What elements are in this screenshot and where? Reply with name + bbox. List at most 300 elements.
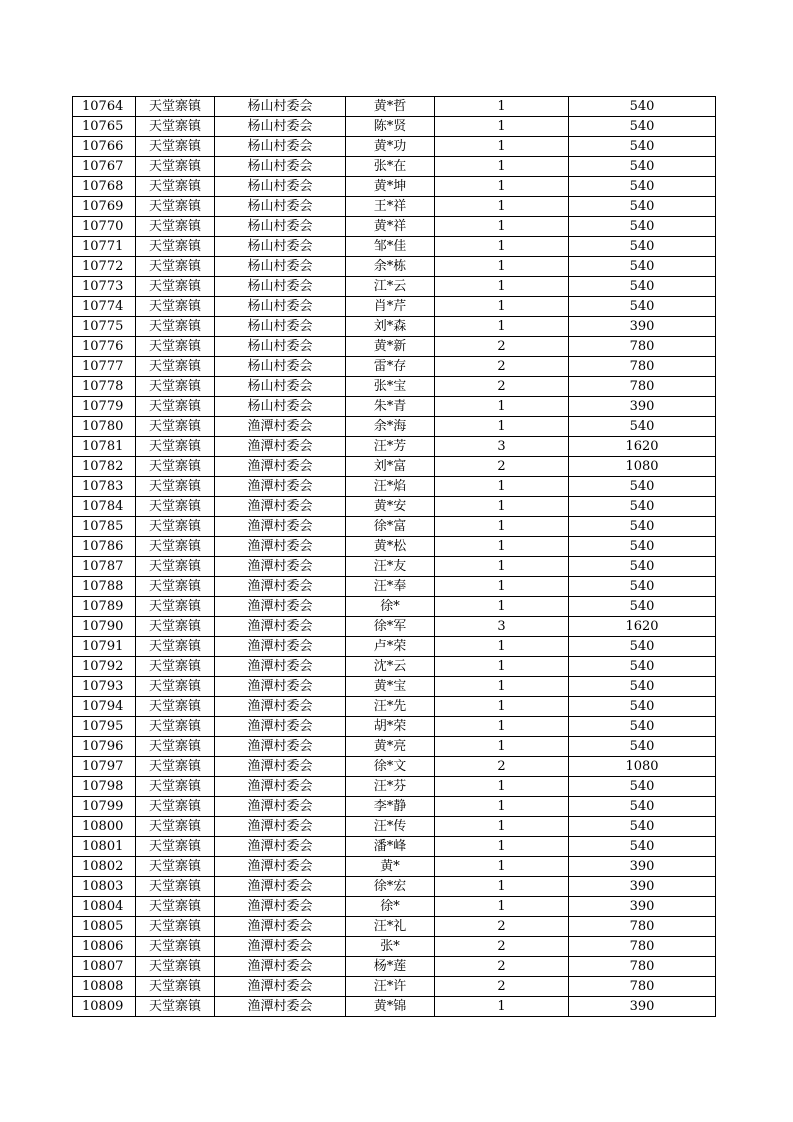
count-cell: 1 <box>435 497 569 517</box>
amount-cell: 540 <box>569 217 716 237</box>
town-cell: 天堂寨镇 <box>136 477 215 497</box>
name-cell: 黄*安 <box>346 497 435 517</box>
table-row <box>73 537 716 557</box>
town-cell: 天堂寨镇 <box>136 937 215 957</box>
town-cell: 天堂寨镇 <box>136 317 215 337</box>
serial-number-cell: 10807 <box>73 957 136 977</box>
name-cell: 黄* <box>346 857 435 877</box>
count-cell: 1 <box>435 397 569 417</box>
serial-number-cell: 10802 <box>73 857 136 877</box>
amount-cell: 540 <box>569 717 716 737</box>
amount-cell: 390 <box>569 397 716 417</box>
count-cell: 1 <box>435 657 569 677</box>
serial-number-cell: 10780 <box>73 417 136 437</box>
town-cell: 天堂寨镇 <box>136 917 215 937</box>
serial-number-cell: 10768 <box>73 177 136 197</box>
town-cell: 天堂寨镇 <box>136 717 215 737</box>
village-committee-cell: 渔潭村委会 <box>215 517 346 537</box>
serial-number-cell: 10782 <box>73 457 136 477</box>
count-cell: 2 <box>435 757 569 777</box>
village-committee-cell: 渔潭村委会 <box>215 957 346 977</box>
serial-number-cell: 10793 <box>73 677 136 697</box>
name-cell: 汪*先 <box>346 697 435 717</box>
amount-cell: 540 <box>569 157 716 177</box>
amount-cell: 1080 <box>569 457 716 477</box>
village-committee-cell: 杨山村委会 <box>215 297 346 317</box>
name-cell: 黄*哲 <box>346 97 435 117</box>
amount-cell: 780 <box>569 937 716 957</box>
name-cell: 朱*青 <box>346 397 435 417</box>
town-cell: 天堂寨镇 <box>136 337 215 357</box>
town-cell: 天堂寨镇 <box>136 517 215 537</box>
serial-number-cell: 10806 <box>73 937 136 957</box>
name-cell: 张* <box>346 937 435 957</box>
name-cell: 汪*焰 <box>346 477 435 497</box>
town-cell: 天堂寨镇 <box>136 277 215 297</box>
name-cell: 邹*佳 <box>346 237 435 257</box>
town-cell: 天堂寨镇 <box>136 217 215 237</box>
town-cell: 天堂寨镇 <box>136 397 215 417</box>
serial-number-cell: 10786 <box>73 537 136 557</box>
table-row <box>73 277 716 297</box>
serial-number-cell: 10778 <box>73 377 136 397</box>
village-committee-cell: 渔潭村委会 <box>215 877 346 897</box>
count-cell: 1 <box>435 677 569 697</box>
town-cell: 天堂寨镇 <box>136 97 215 117</box>
amount-cell: 540 <box>569 537 716 557</box>
table-row <box>73 757 716 777</box>
amount-cell: 390 <box>569 857 716 877</box>
village-committee-cell: 渔潭村委会 <box>215 677 346 697</box>
serial-number-cell: 10792 <box>73 657 136 677</box>
town-cell: 天堂寨镇 <box>136 457 215 477</box>
table-row <box>73 957 716 977</box>
table-row <box>73 737 716 757</box>
village-committee-cell: 杨山村委会 <box>215 117 346 137</box>
village-committee-cell: 渔潭村委会 <box>215 597 346 617</box>
table-row <box>73 637 716 657</box>
count-cell: 3 <box>435 437 569 457</box>
name-cell: 黄*功 <box>346 137 435 157</box>
village-committee-cell: 杨山村委会 <box>215 397 346 417</box>
name-cell: 徐*文 <box>346 757 435 777</box>
village-committee-cell: 渔潭村委会 <box>215 637 346 657</box>
village-committee-cell: 杨山村委会 <box>215 337 346 357</box>
amount-cell: 540 <box>569 817 716 837</box>
town-cell: 天堂寨镇 <box>136 737 215 757</box>
serial-number-cell: 10801 <box>73 837 136 857</box>
name-cell: 刘*森 <box>346 317 435 337</box>
table-row <box>73 337 716 357</box>
amount-cell: 780 <box>569 977 716 997</box>
town-cell: 天堂寨镇 <box>136 497 215 517</box>
name-cell: 汪*友 <box>346 557 435 577</box>
table-row <box>73 197 716 217</box>
count-cell: 1 <box>435 857 569 877</box>
town-cell: 天堂寨镇 <box>136 437 215 457</box>
amount-cell: 540 <box>569 137 716 157</box>
count-cell: 1 <box>435 197 569 217</box>
name-cell: 徐*军 <box>346 617 435 637</box>
village-committee-cell: 渔潭村委会 <box>215 897 346 917</box>
serial-number-cell: 10787 <box>73 557 136 577</box>
town-cell: 天堂寨镇 <box>136 757 215 777</box>
count-cell: 1 <box>435 477 569 497</box>
amount-cell: 780 <box>569 917 716 937</box>
serial-number-cell: 10800 <box>73 817 136 837</box>
amount-cell: 390 <box>569 877 716 897</box>
count-cell: 1 <box>435 597 569 617</box>
serial-number-cell: 10784 <box>73 497 136 517</box>
town-cell: 天堂寨镇 <box>136 237 215 257</box>
name-cell: 黄*宝 <box>346 677 435 697</box>
count-cell: 1 <box>435 717 569 737</box>
table-row <box>73 937 716 957</box>
serial-number-cell: 10769 <box>73 197 136 217</box>
table-row <box>73 377 716 397</box>
name-cell: 黄*祥 <box>346 217 435 237</box>
name-cell: 汪*传 <box>346 817 435 837</box>
serial-number-cell: 10804 <box>73 897 136 917</box>
village-committee-cell: 渔潭村委会 <box>215 497 346 517</box>
count-cell: 1 <box>435 997 569 1017</box>
serial-number-cell: 10809 <box>73 997 136 1017</box>
amount-cell: 390 <box>569 897 716 917</box>
count-cell: 1 <box>435 317 569 337</box>
village-committee-cell: 渔潭村委会 <box>215 457 346 477</box>
village-committee-cell: 杨山村委会 <box>215 217 346 237</box>
count-cell: 2 <box>435 357 569 377</box>
table-row <box>73 657 716 677</box>
village-committee-cell: 渔潭村委会 <box>215 917 346 937</box>
count-cell: 2 <box>435 937 569 957</box>
amount-cell: 540 <box>569 657 716 677</box>
table-row <box>73 777 716 797</box>
village-committee-cell: 杨山村委会 <box>215 277 346 297</box>
name-cell: 雷*存 <box>346 357 435 377</box>
town-cell: 天堂寨镇 <box>136 637 215 657</box>
serial-number-cell: 10789 <box>73 597 136 617</box>
serial-number-cell: 10772 <box>73 257 136 277</box>
name-cell: 张*在 <box>346 157 435 177</box>
town-cell: 天堂寨镇 <box>136 617 215 637</box>
village-committee-cell: 渔潭村委会 <box>215 537 346 557</box>
table-row <box>73 577 716 597</box>
name-cell: 余*海 <box>346 417 435 437</box>
town-cell: 天堂寨镇 <box>136 817 215 837</box>
serial-number-cell: 10808 <box>73 977 136 997</box>
table-row <box>73 917 716 937</box>
name-cell: 汪*奉 <box>346 577 435 597</box>
town-cell: 天堂寨镇 <box>136 957 215 977</box>
count-cell: 1 <box>435 417 569 437</box>
name-cell: 汪*礼 <box>346 917 435 937</box>
name-cell: 徐* <box>346 597 435 617</box>
count-cell: 2 <box>435 337 569 357</box>
table-row <box>73 237 716 257</box>
amount-cell: 390 <box>569 997 716 1017</box>
town-cell: 天堂寨镇 <box>136 877 215 897</box>
village-committee-cell: 杨山村委会 <box>215 357 346 377</box>
table-row <box>73 797 716 817</box>
amount-cell: 540 <box>569 497 716 517</box>
count-cell: 1 <box>435 577 569 597</box>
table-row <box>73 997 716 1017</box>
town-cell: 天堂寨镇 <box>136 137 215 157</box>
serial-number-cell: 10774 <box>73 297 136 317</box>
town-cell: 天堂寨镇 <box>136 697 215 717</box>
amount-cell: 540 <box>569 777 716 797</box>
amount-cell: 540 <box>569 837 716 857</box>
village-committee-cell: 杨山村委会 <box>215 237 346 257</box>
count-cell: 1 <box>435 237 569 257</box>
town-cell: 天堂寨镇 <box>136 597 215 617</box>
name-cell: 沈*云 <box>346 657 435 677</box>
amount-cell: 540 <box>569 697 716 717</box>
count-cell: 2 <box>435 977 569 997</box>
count-cell: 1 <box>435 117 569 137</box>
village-committee-cell: 渔潭村委会 <box>215 577 346 597</box>
amount-cell: 540 <box>569 237 716 257</box>
amount-cell: 540 <box>569 597 716 617</box>
name-cell: 黄*松 <box>346 537 435 557</box>
serial-number-cell: 10781 <box>73 437 136 457</box>
name-cell: 江*云 <box>346 277 435 297</box>
town-cell: 天堂寨镇 <box>136 897 215 917</box>
village-committee-cell: 杨山村委会 <box>215 317 346 337</box>
table-row <box>73 517 716 537</box>
town-cell: 天堂寨镇 <box>136 417 215 437</box>
table-row <box>73 857 716 877</box>
table-row <box>73 477 716 497</box>
amount-cell: 540 <box>569 637 716 657</box>
name-cell: 王*祥 <box>346 197 435 217</box>
serial-number-cell: 10799 <box>73 797 136 817</box>
serial-number-cell: 10764 <box>73 97 136 117</box>
village-committee-cell: 渔潭村委会 <box>215 997 346 1017</box>
table-row <box>73 177 716 197</box>
town-cell: 天堂寨镇 <box>136 537 215 557</box>
serial-number-cell: 10770 <box>73 217 136 237</box>
count-cell: 1 <box>435 177 569 197</box>
village-committee-cell: 渔潭村委会 <box>215 737 346 757</box>
table-row <box>73 357 716 377</box>
village-committee-cell: 渔潭村委会 <box>215 757 346 777</box>
table-row <box>73 877 716 897</box>
count-cell: 1 <box>435 897 569 917</box>
serial-number-cell: 10791 <box>73 637 136 657</box>
table-row <box>73 437 716 457</box>
table-row <box>73 117 716 137</box>
serial-number-cell: 10773 <box>73 277 136 297</box>
name-cell: 胡*荣 <box>346 717 435 737</box>
count-cell: 2 <box>435 457 569 477</box>
table-row <box>73 677 716 697</box>
name-cell: 黄*亮 <box>346 737 435 757</box>
table-row <box>73 597 716 617</box>
town-cell: 天堂寨镇 <box>136 677 215 697</box>
name-cell: 汪*芳 <box>346 437 435 457</box>
count-cell: 1 <box>435 817 569 837</box>
count-cell: 1 <box>435 837 569 857</box>
amount-cell: 780 <box>569 377 716 397</box>
village-committee-cell: 渔潭村委会 <box>215 837 346 857</box>
town-cell: 天堂寨镇 <box>136 117 215 137</box>
amount-cell: 780 <box>569 957 716 977</box>
amount-cell: 540 <box>569 557 716 577</box>
name-cell: 潘*峰 <box>346 837 435 857</box>
name-cell: 徐* <box>346 897 435 917</box>
count-cell: 1 <box>435 257 569 277</box>
count-cell: 2 <box>435 917 569 937</box>
name-cell: 黄*坤 <box>346 177 435 197</box>
count-cell: 1 <box>435 877 569 897</box>
table-row <box>73 617 716 637</box>
town-cell: 天堂寨镇 <box>136 577 215 597</box>
village-committee-cell: 杨山村委会 <box>215 197 346 217</box>
amount-cell: 1080 <box>569 757 716 777</box>
count-cell: 1 <box>435 217 569 237</box>
count-cell: 1 <box>435 557 569 577</box>
table-row <box>73 97 716 117</box>
village-committee-cell: 渔潭村委会 <box>215 797 346 817</box>
table-row <box>73 297 716 317</box>
amount-cell: 540 <box>569 737 716 757</box>
count-cell: 1 <box>435 157 569 177</box>
serial-number-cell: 10790 <box>73 617 136 637</box>
amount-cell: 540 <box>569 677 716 697</box>
table-row <box>73 257 716 277</box>
town-cell: 天堂寨镇 <box>136 257 215 277</box>
records-table <box>72 96 716 1017</box>
amount-cell: 390 <box>569 317 716 337</box>
records-table-body <box>73 97 716 1017</box>
village-committee-cell: 杨山村委会 <box>215 377 346 397</box>
table-row <box>73 897 716 917</box>
name-cell: 余*栋 <box>346 257 435 277</box>
town-cell: 天堂寨镇 <box>136 357 215 377</box>
amount-cell: 540 <box>569 297 716 317</box>
count-cell: 1 <box>435 517 569 537</box>
name-cell: 李*静 <box>346 797 435 817</box>
town-cell: 天堂寨镇 <box>136 977 215 997</box>
town-cell: 天堂寨镇 <box>136 157 215 177</box>
name-cell: 黄*新 <box>346 337 435 357</box>
count-cell: 1 <box>435 797 569 817</box>
serial-number-cell: 10797 <box>73 757 136 777</box>
village-committee-cell: 杨山村委会 <box>215 177 346 197</box>
serial-number-cell: 10785 <box>73 517 136 537</box>
count-cell: 2 <box>435 377 569 397</box>
count-cell: 1 <box>435 297 569 317</box>
table-row <box>73 157 716 177</box>
count-cell: 1 <box>435 777 569 797</box>
village-committee-cell: 杨山村委会 <box>215 157 346 177</box>
amount-cell: 540 <box>569 257 716 277</box>
town-cell: 天堂寨镇 <box>136 777 215 797</box>
town-cell: 天堂寨镇 <box>136 837 215 857</box>
count-cell: 1 <box>435 97 569 117</box>
serial-number-cell: 10783 <box>73 477 136 497</box>
amount-cell: 1620 <box>569 617 716 637</box>
count-cell: 2 <box>435 957 569 977</box>
serial-number-cell: 10779 <box>73 397 136 417</box>
village-committee-cell: 渔潭村委会 <box>215 697 346 717</box>
village-committee-cell: 渔潭村委会 <box>215 717 346 737</box>
village-committee-cell: 渔潭村委会 <box>215 617 346 637</box>
table-row <box>73 837 716 857</box>
serial-number-cell: 10795 <box>73 717 136 737</box>
table-row <box>73 137 716 157</box>
town-cell: 天堂寨镇 <box>136 557 215 577</box>
serial-number-cell: 10794 <box>73 697 136 717</box>
name-cell: 汪*许 <box>346 977 435 997</box>
serial-number-cell: 10776 <box>73 337 136 357</box>
name-cell: 汪*芬 <box>346 777 435 797</box>
town-cell: 天堂寨镇 <box>136 377 215 397</box>
name-cell: 张*宝 <box>346 377 435 397</box>
count-cell: 1 <box>435 137 569 157</box>
count-cell: 1 <box>435 737 569 757</box>
table-row <box>73 697 716 717</box>
village-committee-cell: 杨山村委会 <box>215 97 346 117</box>
serial-number-cell: 10771 <box>73 237 136 257</box>
village-committee-cell: 渔潭村委会 <box>215 477 346 497</box>
serial-number-cell: 10777 <box>73 357 136 377</box>
village-committee-cell: 渔潭村委会 <box>215 557 346 577</box>
table-row <box>73 557 716 577</box>
amount-cell: 780 <box>569 337 716 357</box>
village-committee-cell: 渔潭村委会 <box>215 417 346 437</box>
village-committee-cell: 渔潭村委会 <box>215 657 346 677</box>
amount-cell: 780 <box>569 357 716 377</box>
name-cell: 徐*富 <box>346 517 435 537</box>
village-committee-cell: 渔潭村委会 <box>215 857 346 877</box>
amount-cell: 540 <box>569 177 716 197</box>
serial-number-cell: 10805 <box>73 917 136 937</box>
count-cell: 3 <box>435 617 569 637</box>
table-row <box>73 977 716 997</box>
village-committee-cell: 杨山村委会 <box>215 137 346 157</box>
town-cell: 天堂寨镇 <box>136 797 215 817</box>
serial-number-cell: 10767 <box>73 157 136 177</box>
town-cell: 天堂寨镇 <box>136 997 215 1017</box>
town-cell: 天堂寨镇 <box>136 657 215 677</box>
village-committee-cell: 杨山村委会 <box>215 257 346 277</box>
name-cell: 黄*锦 <box>346 997 435 1017</box>
serial-number-cell: 10803 <box>73 877 136 897</box>
name-cell: 刘*富 <box>346 457 435 477</box>
amount-cell: 540 <box>569 277 716 297</box>
count-cell: 1 <box>435 637 569 657</box>
town-cell: 天堂寨镇 <box>136 177 215 197</box>
amount-cell: 540 <box>569 117 716 137</box>
serial-number-cell: 10798 <box>73 777 136 797</box>
serial-number-cell: 10796 <box>73 737 136 757</box>
table-row <box>73 817 716 837</box>
table-row <box>73 317 716 337</box>
village-committee-cell: 渔潭村委会 <box>215 817 346 837</box>
name-cell: 杨*莲 <box>346 957 435 977</box>
town-cell: 天堂寨镇 <box>136 297 215 317</box>
town-cell: 天堂寨镇 <box>136 197 215 217</box>
table-row <box>73 457 716 477</box>
name-cell: 肖*芹 <box>346 297 435 317</box>
amount-cell: 540 <box>569 97 716 117</box>
village-committee-cell: 渔潭村委会 <box>215 437 346 457</box>
table-row <box>73 497 716 517</box>
name-cell: 陈*贤 <box>346 117 435 137</box>
